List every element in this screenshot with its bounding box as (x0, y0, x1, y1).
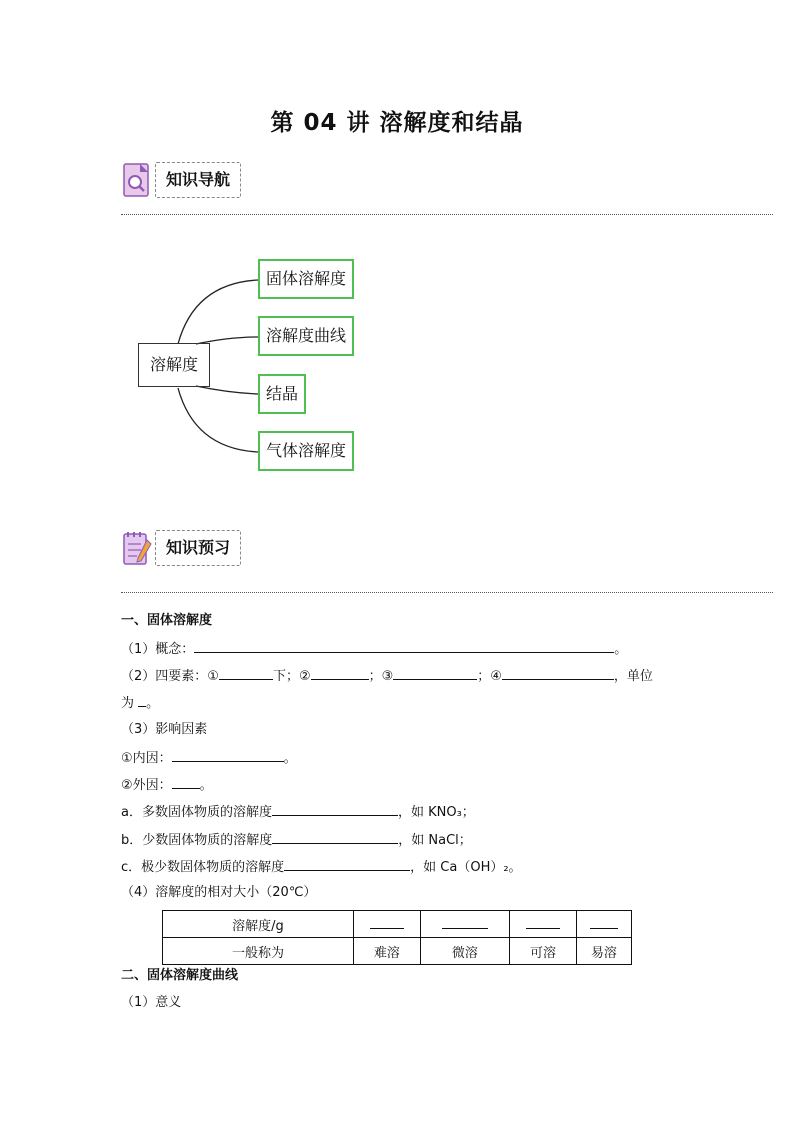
text: ②外因： (121, 778, 172, 793)
table-cell: 难溶 (354, 938, 421, 965)
section-label: 知识导航 (155, 162, 241, 198)
text-line (121, 801, 475, 821)
answer-blank (526, 916, 560, 929)
table-row (163, 938, 632, 965)
answer-blank (138, 692, 146, 707)
answer-blank (219, 665, 273, 680)
text: （2）四要素：① (121, 669, 219, 684)
text: b．少数固体物质的溶解度 (121, 833, 273, 848)
text-line (121, 856, 522, 876)
answer-blank (442, 916, 488, 929)
heading-solid-solubility: 一、固体溶解度 (121, 613, 213, 628)
answer-blank (311, 665, 369, 680)
answer-blank (284, 856, 410, 871)
text: 下；② (272, 669, 311, 684)
text: （1）概念： (121, 642, 195, 657)
notebook-pen-icon (121, 528, 153, 568)
text-line: （1）意义 (121, 995, 182, 1010)
text: ；③ (368, 669, 394, 684)
text-line (121, 747, 297, 767)
answer-blank (272, 801, 398, 816)
text: c．极少数固体物质的溶解度 (121, 860, 285, 875)
solubility-table (162, 910, 632, 965)
text: 。 (199, 778, 213, 793)
mindmap-branch: 溶解度曲线 (258, 316, 354, 356)
table-cell (510, 911, 577, 938)
text-line: （3）影响因素 (121, 722, 208, 737)
answer-blank (172, 774, 200, 789)
section-label: 知识预习 (155, 530, 241, 566)
divider (121, 592, 773, 593)
answer-blank (502, 665, 614, 680)
text-line: （4）溶解度的相对大小（20℃） (121, 885, 317, 900)
text: ①内因： (121, 751, 172, 766)
text: 为 (121, 696, 135, 711)
table-cell (420, 911, 509, 938)
text: ，如 KNO₃； (397, 805, 475, 820)
table-cell: 一般称为 (163, 938, 354, 965)
table-cell: 易溶 (576, 938, 631, 965)
text: 。 (614, 642, 628, 657)
section-header-preview (121, 528, 251, 572)
text: ；④ (477, 669, 502, 684)
answer-blank (393, 665, 477, 680)
table-cell (354, 911, 421, 938)
text: ，单位 (613, 669, 653, 684)
text: ，如 NaCl； (398, 833, 472, 848)
text: a．多数固体物质的溶解度 (121, 805, 272, 820)
answer-blank (272, 829, 398, 844)
table-cell: 溶解度/g (163, 911, 354, 938)
text-line (121, 638, 627, 658)
answer-blank (370, 916, 404, 929)
text-line (121, 829, 472, 849)
table-cell: 可溶 (510, 938, 577, 965)
heading-solubility-curve: 二、固体溶解度曲线 (121, 968, 239, 983)
mindmap-connectors (0, 0, 794, 520)
text-line (121, 774, 213, 794)
text: 。 (146, 696, 160, 711)
mindmap-branch: 固体溶解度 (258, 259, 354, 299)
answer-blank (172, 747, 284, 762)
text-line (121, 692, 159, 712)
page-title: 第 04 讲 溶解度和结晶 (270, 110, 524, 136)
table-cell: 微溶 (420, 938, 509, 965)
answer-blank (590, 916, 618, 929)
text-line (121, 665, 653, 685)
mindmap-branch: 结晶 (258, 374, 306, 414)
text: 。 (283, 751, 297, 766)
answer-blank (194, 638, 614, 653)
table-cell (576, 911, 631, 938)
mindmap-branch: 气体溶解度 (258, 431, 354, 471)
table-row (163, 911, 632, 938)
mindmap-root: 溶解度 (138, 343, 210, 387)
text: ，如 Ca（OH）₂。 (410, 860, 522, 875)
